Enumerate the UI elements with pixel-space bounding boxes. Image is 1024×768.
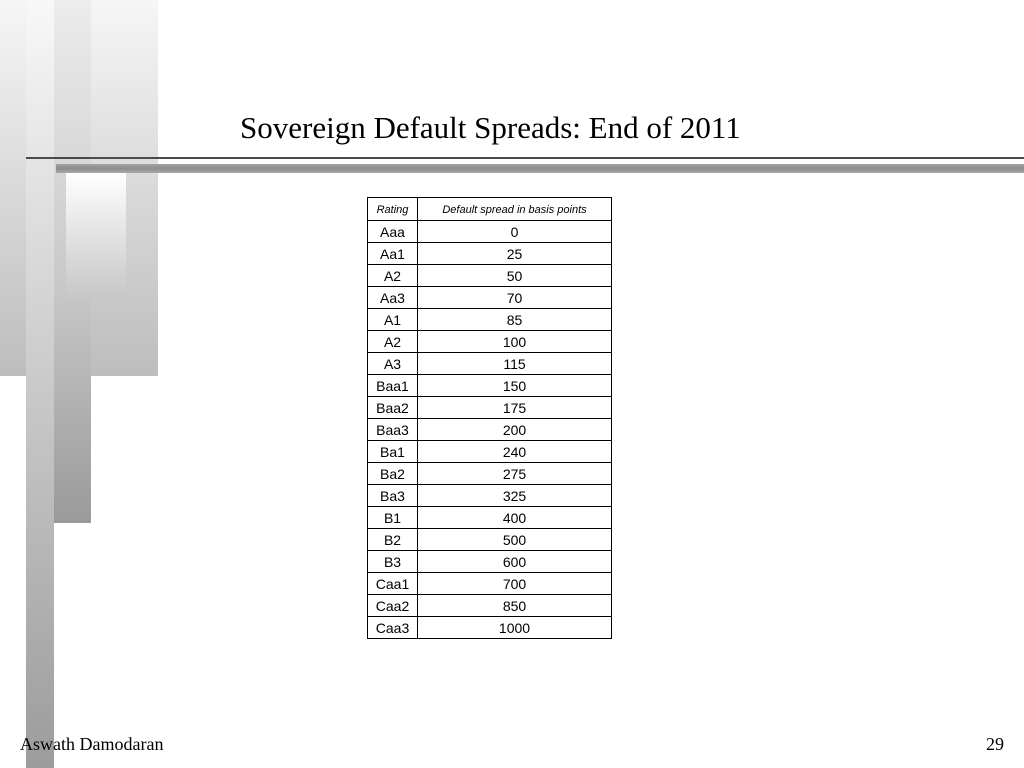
spread-cell: 175 — [418, 397, 612, 419]
table-row — [368, 507, 612, 529]
rating-cell: Ba2 — [368, 463, 418, 485]
rating-cell: Baa1 — [368, 375, 418, 397]
table-row — [368, 353, 612, 375]
table-row — [368, 397, 612, 419]
table-row — [368, 243, 612, 265]
spread-cell: 0 — [418, 221, 612, 243]
spread-cell: 850 — [418, 595, 612, 617]
table-row — [368, 309, 612, 331]
table-row — [368, 221, 612, 243]
rating-cell: A3 — [368, 353, 418, 375]
spread-cell: 100 — [418, 331, 612, 353]
spread-cell: 1000 — [418, 617, 612, 639]
rating-cell: Aaa — [368, 221, 418, 243]
table-row — [368, 529, 612, 551]
rating-cell: Baa3 — [368, 419, 418, 441]
column-header-spread: Default spread in basis points — [418, 198, 612, 221]
table-row — [368, 617, 612, 639]
table-row — [368, 595, 612, 617]
decorative-gray-bar — [66, 172, 126, 300]
default-spread-table — [367, 197, 612, 639]
spread-cell: 400 — [418, 507, 612, 529]
spread-cell: 200 — [418, 419, 612, 441]
rating-cell: A1 — [368, 309, 418, 331]
spread-cell: 70 — [418, 287, 612, 309]
table-row — [368, 573, 612, 595]
rating-cell: Aa1 — [368, 243, 418, 265]
table-row — [368, 463, 612, 485]
rating-cell: Baa2 — [368, 397, 418, 419]
title-divider — [26, 157, 1024, 159]
table-row — [368, 441, 612, 463]
slide-title: Sovereign Default Spreads: End of 2011 — [240, 110, 741, 145]
rating-cell: Ba3 — [368, 485, 418, 507]
rating-cell: A2 — [368, 265, 418, 287]
spread-cell: 700 — [418, 573, 612, 595]
spread-cell: 240 — [418, 441, 612, 463]
table-row — [368, 287, 612, 309]
rating-cell: Caa2 — [368, 595, 418, 617]
page-number: 29 — [986, 734, 1004, 754]
table-row — [368, 485, 612, 507]
spread-cell: 275 — [418, 463, 612, 485]
footer-author: Aswath Damodaran — [20, 734, 164, 754]
table-row — [368, 375, 612, 397]
table-header-row — [368, 198, 612, 221]
rating-cell: B1 — [368, 507, 418, 529]
rating-cell: B3 — [368, 551, 418, 573]
table-row — [368, 419, 612, 441]
spread-cell: 50 — [418, 265, 612, 287]
title-divider-band — [56, 164, 1024, 173]
table-body — [368, 221, 612, 639]
spread-cell: 25 — [418, 243, 612, 265]
spread-cell: 325 — [418, 485, 612, 507]
spread-cell: 150 — [418, 375, 612, 397]
rating-cell: Aa3 — [368, 287, 418, 309]
table-row — [368, 265, 612, 287]
spread-cell: 500 — [418, 529, 612, 551]
rating-cell: Ba1 — [368, 441, 418, 463]
spread-cell: 115 — [418, 353, 612, 375]
rating-cell: A2 — [368, 331, 418, 353]
decorative-gray-bar — [26, 0, 54, 768]
column-header-rating: Rating — [368, 198, 418, 221]
spread-cell: 600 — [418, 551, 612, 573]
table-row — [368, 551, 612, 573]
rating-cell: Caa3 — [368, 617, 418, 639]
rating-cell: B2 — [368, 529, 418, 551]
spread-cell: 85 — [418, 309, 612, 331]
table-row — [368, 331, 612, 353]
rating-cell: Caa1 — [368, 573, 418, 595]
